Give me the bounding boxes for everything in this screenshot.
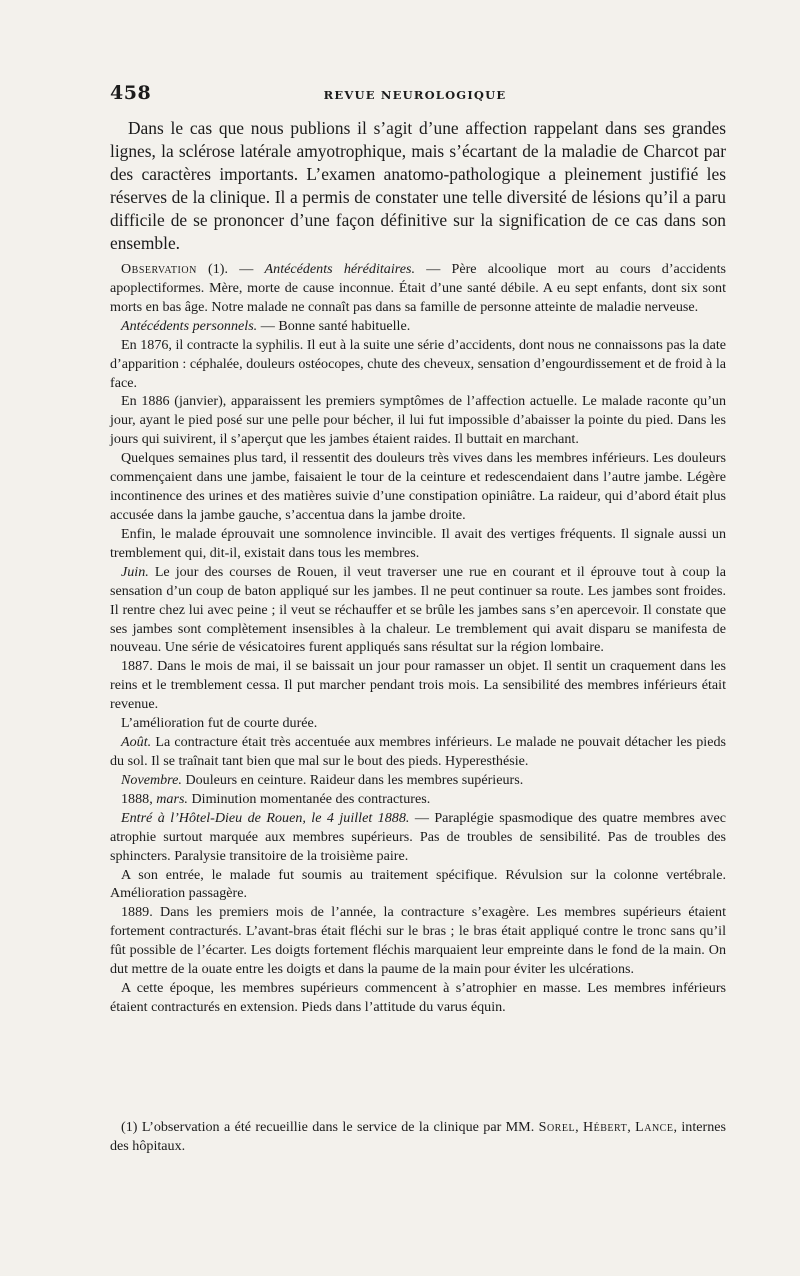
date-lead: Novembre. [121, 771, 182, 788]
paragraph: 1887. Dans le mois de mai, il se baissait un jour pour ramasser un objet. Il sentit un craquement dans les reins et le tremblement cessa. Il put marcher pendant trois mois. La sensibilité des membres inférieurs était revenue. [110, 658, 726, 713]
paragraph: Août. La contracture était très accentuée aux membres inférieurs. Le malade ne pouvait détacher les pieds du sol. Il se traînait tant bien que mal sur le bout des pieds. Hyperesthésie. [110, 734, 726, 769]
paragraph: En 1876, il contracte la syphilis. Il eut à la suite une série d’accidents, dont nous ne connaissons pas la date d’apparition : céphalée, douleurs ostéocopes, chute des cheveux, sensation d’engourdissement et de froid à la face. [110, 336, 726, 391]
heading-personal: Antécédents personnels. [121, 317, 258, 334]
running-head: REVUE NEUROLOGIQUE [323, 88, 507, 102]
date-lead: Entré à l’Hôtel-Dieu de Rouen, le 4 juillet 1888. [121, 809, 410, 826]
intro-paragraph: Dans le cas que nous publions il s’agit d’une affection rappelant dans ses grandes lignes, la sclérose latérale amyotrophique, mais s’écartant de la maladie de Charcot par des caractères importants. L’examen anatomo-pathologique a pleinement justifié les réserves de la clinique. Il a permis de constater une telle diversité de lésions qu’il a paru difficile de se prononcer d’une façon définitive sur la signification de ce cas dans son ensemble. [110, 118, 726, 253]
footnote-ref: (1). — [196, 261, 265, 277]
author-lance: Lance [635, 1119, 674, 1135]
paragraph: A cette époque, les membres supérieurs commencent à s’atrophier en masse. Les membres inférieurs étaient contracturés en extension. Pieds dans l’attitude du varus équin. [110, 980, 726, 1015]
hereditary-text: — Père alcoolique mort au cours d’accidents apoplectiformes. Mère, morte de cause inconnue. Était d’une santé débile. A eu sept enfants, dont six sont morts en bas âge. Notre malade ne connaît pas dans sa famille de personne atteinte de maladie nerveuse. [110, 261, 726, 315]
date-lead: Août. [121, 734, 152, 751]
date-lead: Juin. [121, 563, 149, 580]
author-sorel: Sorel [538, 1119, 576, 1135]
page-number: 458 [110, 82, 152, 104]
observation-personal-paragraph [110, 317, 726, 336]
paragraph: En 1886 (janvier), apparaissent les premiers symptômes de l’affection actuelle. Le malade raconte qu’un jour, ayant le pied posé sur une pelle pour bécher, il lui fut impossible d’abaisser la pointe du pied. Dans les jours qui suivirent, il s’aperçut que les jambes étaient raides. Il buttait en marchant. [110, 393, 726, 448]
paragraph: 1889. Dans les premiers mois de l’année, la contracture s’exagère. Les membres supérieurs étaient fortement contracturés. L’avant-bras était fléchi sur le bras ; le bras était appliqué contre le tronc sans qu’il fût possible de l’écarter. Les doigts fortement fléchis marquaient leur empreinte dans le fond de la main. On dut mettre de la ouate entre les doigts et dans la paume de la main pour éviter les ulcérations. [110, 904, 726, 978]
paragraph: 1888, mars. Diminution momentanée des contractures. [121, 790, 431, 807]
paragraph: Juin. Le jour des courses de Rouen, il veut traverser une rue en courant et il éprouve tout à coup la sensation d’un coup de baton appliqué sur les jambes. Il ne peut continuer sa route. Les jambes sont froides. Il rentre chez lui avec peine ; il veut se réchauffer et se brûle les jambes sans s’en apercevoir. Il constate que ses jambes sont complètement insensibles à la chaleur. Le tremblement qui avait disparu se manifesta de nouveau. Une série de vésicatoires furent appliqués sans résultat sur la région lombaire. [110, 563, 726, 656]
paragraph: L’amélioration fut de courte durée. [121, 715, 318, 732]
footnote: (1) L’observation a été recueillie dans le service de la clinique par MM. Sorel, Hébert, Lance, internes des hôpitaux. [110, 1119, 726, 1154]
personal-text: — Bonne santé habituelle. [257, 317, 411, 334]
page-header [110, 82, 720, 106]
author-hebert: Hébert [582, 1119, 628, 1135]
paragraph: A son entrée, le malade fut soumis au traitement spécifique. Révulsion sur la colonne vertébrale. Amélioration passagère. [110, 866, 726, 902]
paragraph: Enfin, le malade éprouvait une somnolence invincible. Il avait des vertiges fréquents. Il signale aussi un tremblement qui, dit-il, existait dans tous les membres. [110, 525, 726, 561]
paragraph: Novembre. Douleurs en ceinture. Raideur dans les membres supérieurs. [121, 771, 524, 788]
observation-label: Observation [121, 261, 197, 277]
observation-hereditary-paragraph [110, 260, 726, 317]
heading-hereditary: Antécédents héréditaires. [264, 261, 415, 277]
date-lead: mars. [156, 790, 188, 807]
paragraph: Entré à l’Hôtel-Dieu de Rouen, le 4 juillet 1888. — Paraplégie spasmodique des quatre membres avec atrophie surtout marquée aux membres supérieurs. Pas de troubles de sensibilité. Pas de troubles des sphincters. Paralysie transitoire de la troisième paire. [110, 809, 726, 864]
paragraph: Quelques semaines plus tard, il ressentit des douleurs très vives dans les membres inférieurs. Les douleurs commençaient dans une jambe, faisaient le tour de la ceinture et redescendaient dans l’autre jambe. Légère incontinence des urines et des matières suivie d’une constipation opiniâtre. La raideur, qui d’abord était plus accusée dans la jambe gauche, s’accentua dans la jambe droite. [110, 450, 726, 523]
observation-body [110, 260, 726, 1017]
